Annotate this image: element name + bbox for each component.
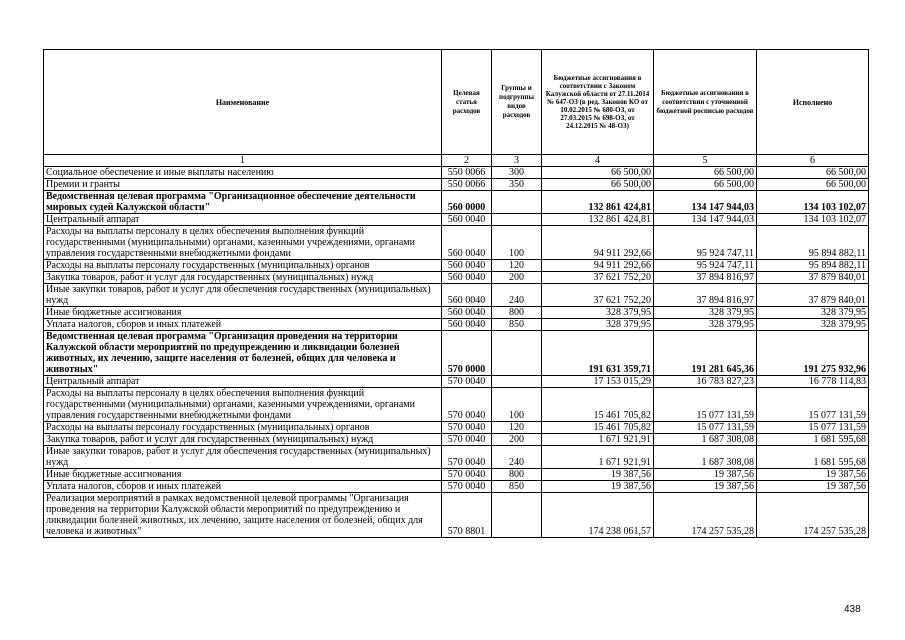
group-code-cell: 120 <box>492 260 542 272</box>
group-code-cell <box>492 493 542 538</box>
law-amount-cell: 37 621 752,20 <box>542 272 654 284</box>
refined-amount-cell: 37 894 816,97 <box>654 272 757 284</box>
law-amount-cell: 19 387,56 <box>542 469 654 481</box>
row-name-cell: Реализация мероприятий в рамках ведомственной целевой программы "Организация проведения на территории Калужской области мероприятий по предупреждению и ликвидации болезней животных, их лечению, защите населения от болезней, общих для человека и животных" <box>44 493 442 538</box>
header-refined: Бюджетные ассигнования в соответствии с уточненной бюджетной росписью расходов <box>654 50 757 155</box>
executed-amount-cell: 37 879 840,01 <box>757 284 869 307</box>
row-name-cell: Иные бюджетные ассигнования <box>44 469 442 481</box>
executed-amount-cell: 1 681 595,68 <box>757 434 869 446</box>
target-code-cell: 570 0000 <box>442 331 492 376</box>
budget-table <box>43 49 869 538</box>
law-amount-cell: 94 911 292,66 <box>542 226 654 260</box>
group-code-cell: 300 <box>492 167 542 179</box>
row-name-cell: Иные закупки товаров, работ и услуг для обеспечения государственных (муниципальных) нужд <box>44 446 442 469</box>
target-code-cell: 560 0040 <box>442 319 492 331</box>
executed-amount-cell: 16 778 114,83 <box>757 376 869 388</box>
group-code-cell: 240 <box>492 284 542 307</box>
executed-amount-cell: 134 103 102,07 <box>757 191 869 214</box>
row-name-cell: Ведомственная целевая программа "Организационное обеспечение деятельности мировых судей Калужской области" <box>44 191 442 214</box>
group-code-cell: 350 <box>492 179 542 191</box>
executed-amount-cell: 66 500,00 <box>757 179 869 191</box>
table-body <box>44 167 869 538</box>
law-amount-cell: 328 379,95 <box>542 319 654 331</box>
law-amount-cell: 66 500,00 <box>542 179 654 191</box>
refined-amount-cell: 19 387,56 <box>654 481 757 493</box>
table-row <box>44 214 869 226</box>
law-amount-cell: 15 461 705,82 <box>542 388 654 422</box>
target-code-cell: 560 0040 <box>442 307 492 319</box>
target-code-cell: 560 0040 <box>442 284 492 307</box>
table-row <box>44 388 869 422</box>
table-row <box>44 191 869 214</box>
executed-amount-cell: 95 894 882,11 <box>757 260 869 272</box>
column-number: 3 <box>492 155 542 167</box>
target-code-cell: 550 0066 <box>442 179 492 191</box>
row-name-cell: Ведомственная целевая программа "Организация проведения на территории Калужской области мероприятий по предупреждению и ликвидации болезней животных, их лечению, защите населения от болезней, общих для человека и животных" <box>44 331 442 376</box>
table-row <box>44 272 869 284</box>
law-amount-cell: 1 671 921,91 <box>542 434 654 446</box>
row-name-cell: Уплата налогов, сборов и иных платежей <box>44 319 442 331</box>
target-code-cell: 550 0066 <box>442 167 492 179</box>
row-name-cell: Расходы на выплаты персоналу в целях обеспечения выполнения функций государственными (муниципальными) органами, казенными учреждениями, органами управления государственными внебюджетными фондами <box>44 226 442 260</box>
column-number: 5 <box>654 155 757 167</box>
executed-amount-cell: 1 681 595,68 <box>757 446 869 469</box>
table-row <box>44 179 869 191</box>
law-amount-cell: 37 621 752,20 <box>542 284 654 307</box>
refined-amount-cell: 66 500,00 <box>654 167 757 179</box>
target-code-cell: 560 0040 <box>442 226 492 260</box>
group-code-cell: 100 <box>492 226 542 260</box>
target-code-cell: 570 0040 <box>442 469 492 481</box>
table-row <box>44 434 869 446</box>
law-amount-cell: 1 671 921,91 <box>542 446 654 469</box>
column-number: 2 <box>442 155 492 167</box>
refined-amount-cell: 134 147 944,03 <box>654 214 757 226</box>
column-number-row <box>44 155 869 167</box>
header-groups: Группы и подгруппы видов расходов <box>492 50 542 155</box>
law-amount-cell: 17 153 015,29 <box>542 376 654 388</box>
refined-amount-cell: 37 894 816,97 <box>654 284 757 307</box>
header-target: Целевая статья расходов <box>442 50 492 155</box>
law-amount-cell: 19 387,56 <box>542 481 654 493</box>
table-row <box>44 319 869 331</box>
group-code-cell: 120 <box>492 422 542 434</box>
target-code-cell: 560 0040 <box>442 214 492 226</box>
executed-amount-cell: 134 103 102,07 <box>757 214 869 226</box>
executed-amount-cell: 15 077 131,59 <box>757 388 869 422</box>
refined-amount-cell: 66 500,00 <box>654 179 757 191</box>
target-code-cell: 560 0000 <box>442 191 492 214</box>
table-row <box>44 446 869 469</box>
refined-amount-cell: 95 924 747,11 <box>654 260 757 272</box>
column-number: 1 <box>44 155 442 167</box>
refined-amount-cell: 1 687 308,08 <box>654 446 757 469</box>
refined-amount-cell: 191 281 645,36 <box>654 331 757 376</box>
target-code-cell: 570 0040 <box>442 434 492 446</box>
target-code-cell: 570 0040 <box>442 376 492 388</box>
group-code-cell: 200 <box>492 434 542 446</box>
executed-amount-cell: 174 257 535,28 <box>757 493 869 538</box>
header-name: Наименование <box>44 50 442 155</box>
table-row <box>44 331 869 376</box>
target-code-cell: 560 0040 <box>442 272 492 284</box>
refined-amount-cell: 15 077 131,59 <box>654 388 757 422</box>
executed-amount-cell: 191 275 932,96 <box>757 331 869 376</box>
refined-amount-cell: 95 924 747,11 <box>654 226 757 260</box>
law-amount-cell: 328 379,95 <box>542 307 654 319</box>
executed-amount-cell: 95 894 882,11 <box>757 226 869 260</box>
refined-amount-cell: 19 387,56 <box>654 469 757 481</box>
law-amount-cell: 94 911 292,66 <box>542 260 654 272</box>
header-row <box>44 50 869 155</box>
row-name-cell: Социальное обеспечение и иные выплаты населению <box>44 167 442 179</box>
group-code-cell: 200 <box>492 272 542 284</box>
table-row <box>44 469 869 481</box>
law-amount-cell: 66 500,00 <box>542 167 654 179</box>
target-code-cell: 560 0040 <box>442 260 492 272</box>
row-name-cell: Закупка товаров, работ и услуг для государственных (муниципальных) нужд <box>44 272 442 284</box>
row-name-cell: Расходы на выплаты персоналу государственных (муниципальных) органов <box>44 422 442 434</box>
refined-amount-cell: 16 783 827,23 <box>654 376 757 388</box>
executed-amount-cell: 37 879 840,01 <box>757 272 869 284</box>
row-name-cell: Закупка товаров, работ и услуг для государственных (муниципальных) нужд <box>44 434 442 446</box>
refined-amount-cell: 1 687 308,08 <box>654 434 757 446</box>
refined-amount-cell: 134 147 944,03 <box>654 191 757 214</box>
table-row <box>44 376 869 388</box>
group-code-cell: 850 <box>492 481 542 493</box>
group-code-cell: 800 <box>492 469 542 481</box>
table-row <box>44 284 869 307</box>
group-code-cell <box>492 214 542 226</box>
target-code-cell: 570 0040 <box>442 446 492 469</box>
law-amount-cell: 132 861 424,81 <box>542 191 654 214</box>
group-code-cell <box>492 191 542 214</box>
group-code-cell: 240 <box>492 446 542 469</box>
table-row <box>44 307 869 319</box>
row-name-cell: Премии и гранты <box>44 179 442 191</box>
header-law: Бюджетные ассигнования в соответствии с Законом Калужской области от 27.11.2014 № 647-ОЗ (в ред. Законов КО от 10.02.2015 № 680-ОЗ, от 27.03.2015 № 698-ОЗ, от 24.12.2015 № 48-ОЗ) <box>542 50 654 155</box>
target-code-cell: 570 8801 <box>442 493 492 538</box>
refined-amount-cell: 328 379,95 <box>654 319 757 331</box>
header-executed: Исполнено <box>757 50 869 155</box>
table-row <box>44 226 869 260</box>
table-row <box>44 167 869 179</box>
row-name-cell: Центральный аппарат <box>44 376 442 388</box>
group-code-cell <box>492 376 542 388</box>
row-name-cell: Иные закупки товаров, работ и услуг для обеспечения государственных (муниципальных) нужд <box>44 284 442 307</box>
refined-amount-cell: 174 257 535,28 <box>654 493 757 538</box>
law-amount-cell: 15 461 705,82 <box>542 422 654 434</box>
group-code-cell: 800 <box>492 307 542 319</box>
target-code-cell: 570 0040 <box>442 388 492 422</box>
column-number: 6 <box>757 155 869 167</box>
group-code-cell: 850 <box>492 319 542 331</box>
row-name-cell: Расходы на выплаты персоналу государственных (муниципальных) органов <box>44 260 442 272</box>
executed-amount-cell: 15 077 131,59 <box>757 422 869 434</box>
group-code-cell: 100 <box>492 388 542 422</box>
group-code-cell <box>492 331 542 376</box>
table-row <box>44 481 869 493</box>
executed-amount-cell: 66 500,00 <box>757 167 869 179</box>
executed-amount-cell: 328 379,95 <box>757 319 869 331</box>
row-name-cell: Уплата налогов, сборов и иных платежей <box>44 481 442 493</box>
table-row <box>44 493 869 538</box>
law-amount-cell: 174 238 061,57 <box>542 493 654 538</box>
row-name-cell: Центральный аппарат <box>44 214 442 226</box>
law-amount-cell: 191 631 359,71 <box>542 331 654 376</box>
row-name-cell: Иные бюджетные ассигнования <box>44 307 442 319</box>
executed-amount-cell: 19 387,56 <box>757 469 869 481</box>
row-name-cell: Расходы на выплаты персоналу в целях обеспечения выполнения функций государственными (муниципальными) органами, казенными учреждениями, органами управления государственными внебюджетными фондами <box>44 388 442 422</box>
column-number: 4 <box>542 155 654 167</box>
executed-amount-cell: 19 387,56 <box>757 481 869 493</box>
refined-amount-cell: 328 379,95 <box>654 307 757 319</box>
page-number: 438 <box>844 604 861 615</box>
table-row <box>44 422 869 434</box>
law-amount-cell: 132 861 424,81 <box>542 214 654 226</box>
refined-amount-cell: 15 077 131,59 <box>654 422 757 434</box>
target-code-cell: 570 0040 <box>442 481 492 493</box>
table-row <box>44 260 869 272</box>
executed-amount-cell: 328 379,95 <box>757 307 869 319</box>
target-code-cell: 570 0040 <box>442 422 492 434</box>
